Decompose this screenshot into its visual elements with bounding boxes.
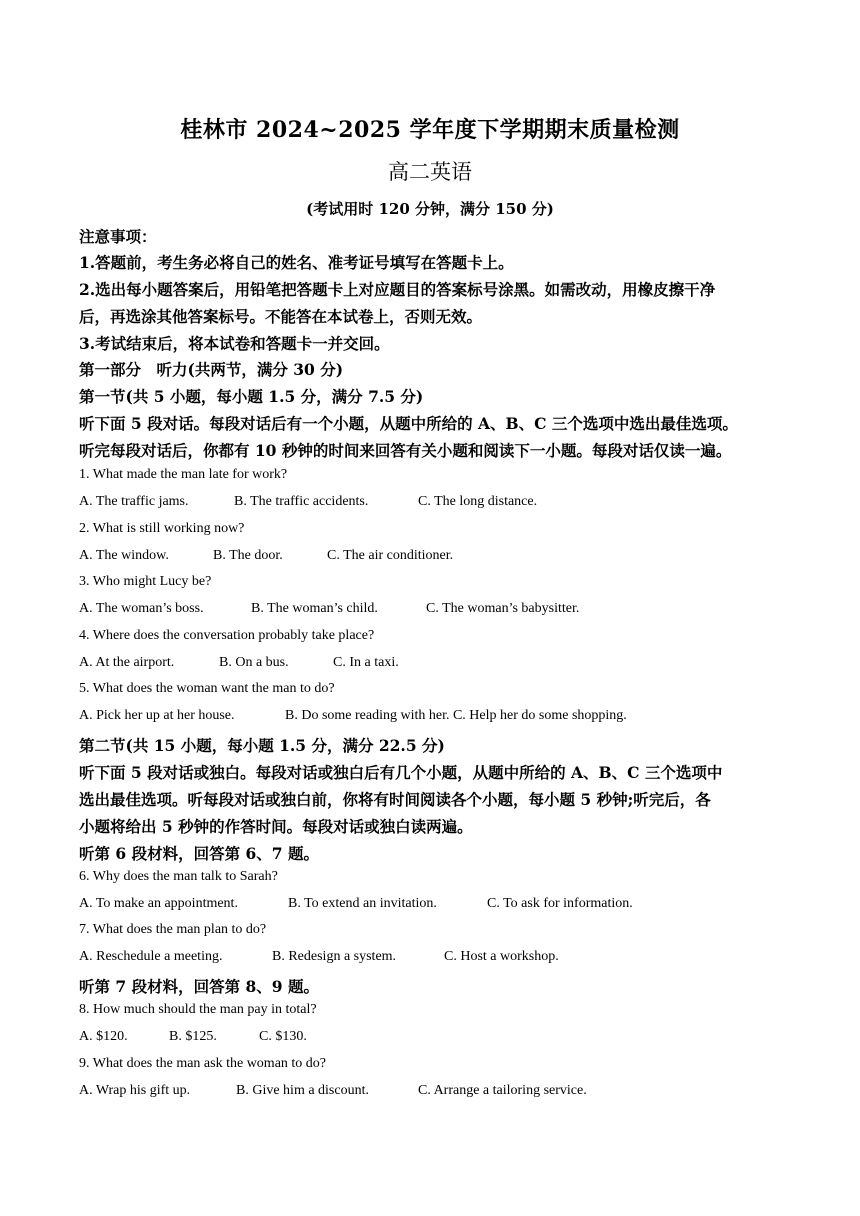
part1-heading: 第一部分 听力(共两节，满分 30 分)	[79, 360, 344, 379]
question-8: 8. How much should the man pay in total?	[79, 1002, 317, 1017]
note-1: 1.答题前，考生务必将自己的姓名、准考证号填写在答题卡上。	[79, 253, 514, 272]
q4-option-a: A. At the airport.	[79, 655, 175, 670]
section2-heading: 第二节(共 15 小题，每小题 1.5 分，满分 22.5 分)	[79, 736, 445, 755]
q9-option-c: C. Arrange a tailoring service.	[418, 1083, 587, 1098]
note-3: 3.考试结束后，将本试卷和答题卡一并交回。	[79, 334, 390, 353]
q5-option-a: A. Pick her up at her house.	[79, 708, 235, 723]
q3-option-a: A. The woman’s boss.	[79, 601, 204, 616]
exam-title: 桂林市 2024~2025 学年度下学期期末质量检测	[180, 117, 680, 143]
q7-option-b: B. Redesign a system.	[272, 949, 397, 964]
q2-option-c: C. The air conditioner.	[327, 548, 454, 563]
question-4: 4. Where does the conversation probably take place?	[79, 628, 375, 643]
q7-option-a: A. Reschedule a meeting.	[79, 949, 223, 964]
material-7-heading: 听第 7 段材料，回答第 8、9 题。	[79, 977, 319, 996]
q1-option-a: A. The traffic jams.	[79, 494, 189, 509]
question-3: 3. Who might Lucy be?	[79, 574, 212, 589]
q1-option-c: C. The long distance.	[418, 494, 538, 509]
q3-option-b: B. The woman’s child.	[251, 601, 378, 616]
q6-option-a: A. To make an appointment.	[79, 896, 238, 911]
section1-heading: 第一节(共 5 小题，每小题 1.5 分，满分 7.5 分)	[79, 387, 424, 406]
q6-option-b: B. To extend an invitation.	[288, 896, 437, 911]
section1-instruction-2: 听完每段对话后，你都有 10 秒钟的时间来回答有关小题和阅读下一小题。每段对话仅读一遍。	[79, 441, 732, 460]
q2-option-b: B. The door.	[213, 548, 283, 563]
q5-option-bc: B. Do some reading with her. C. Help her do some shopping.	[285, 708, 627, 723]
section1-instruction-1: 听下面 5 段对话。每段对话后有一个小题，从题中所给的 A、B、C 三个选项中选出最佳选项。	[79, 414, 738, 433]
question-7: 7. What does the man plan to do?	[79, 922, 267, 937]
q3-option-c: C. The woman’s babysitter.	[426, 601, 580, 616]
question-6: 6. Why does the man talk to Sarah?	[79, 869, 278, 884]
exam-info: (考试用时 120 分钟，满分 150 分)	[306, 200, 554, 218]
note-2-line-1: 2.选出每小题答案后，用铅笔把答题卡上对应题目的答案标号涂黑。如需改动，用橡皮擦干净	[79, 280, 716, 299]
question-9: 9. What does the man ask the woman to do?	[79, 1056, 327, 1071]
section2-instruction-2: 选出最佳选项。听每段对话或独白前，你将有时间阅读各个小题，每小题 5 秒钟;听完后，各	[79, 790, 711, 809]
q8-option-b: B. $125.	[169, 1029, 217, 1044]
section2-instruction-3: 小题将给出 5 秒钟的作答时间。每段对话或独白读两遍。	[79, 817, 473, 836]
note-2-line-2: 后，再选涂其他答案标号。不能答在本试卷上，否则无效。	[79, 307, 483, 326]
notes-heading: 注意事项：	[79, 227, 157, 246]
q9-option-a: A. Wrap his gift up.	[79, 1083, 191, 1098]
exam-subject: 高二英语	[388, 160, 472, 184]
q8-option-a: A. $120.	[79, 1029, 128, 1044]
section2-instruction-1: 听下面 5 段对话或独白。每段对话或独白后有几个小题，从题中所给的 A、B、C 三个选项中	[79, 763, 723, 782]
q4-option-c: C. In a taxi.	[333, 655, 399, 670]
q7-option-c: C. Host a workshop.	[444, 949, 559, 964]
q8-option-c: C. $130.	[259, 1029, 307, 1044]
question-1: 1. What made the man late for work?	[79, 467, 288, 482]
q6-option-c: C. To ask for information.	[487, 896, 633, 911]
q9-option-b: B. Give him a discount.	[236, 1083, 369, 1098]
question-5: 5. What does the woman want the man to do?	[79, 681, 335, 696]
material-6-heading: 听第 6 段材料，回答第 6、7 题。	[79, 844, 319, 863]
q1-option-b: B. The traffic accidents.	[234, 494, 369, 509]
q4-option-b: B. On a bus.	[219, 655, 289, 670]
q2-option-a: A. The window.	[79, 548, 169, 563]
question-2: 2. What is still working now?	[79, 521, 245, 536]
